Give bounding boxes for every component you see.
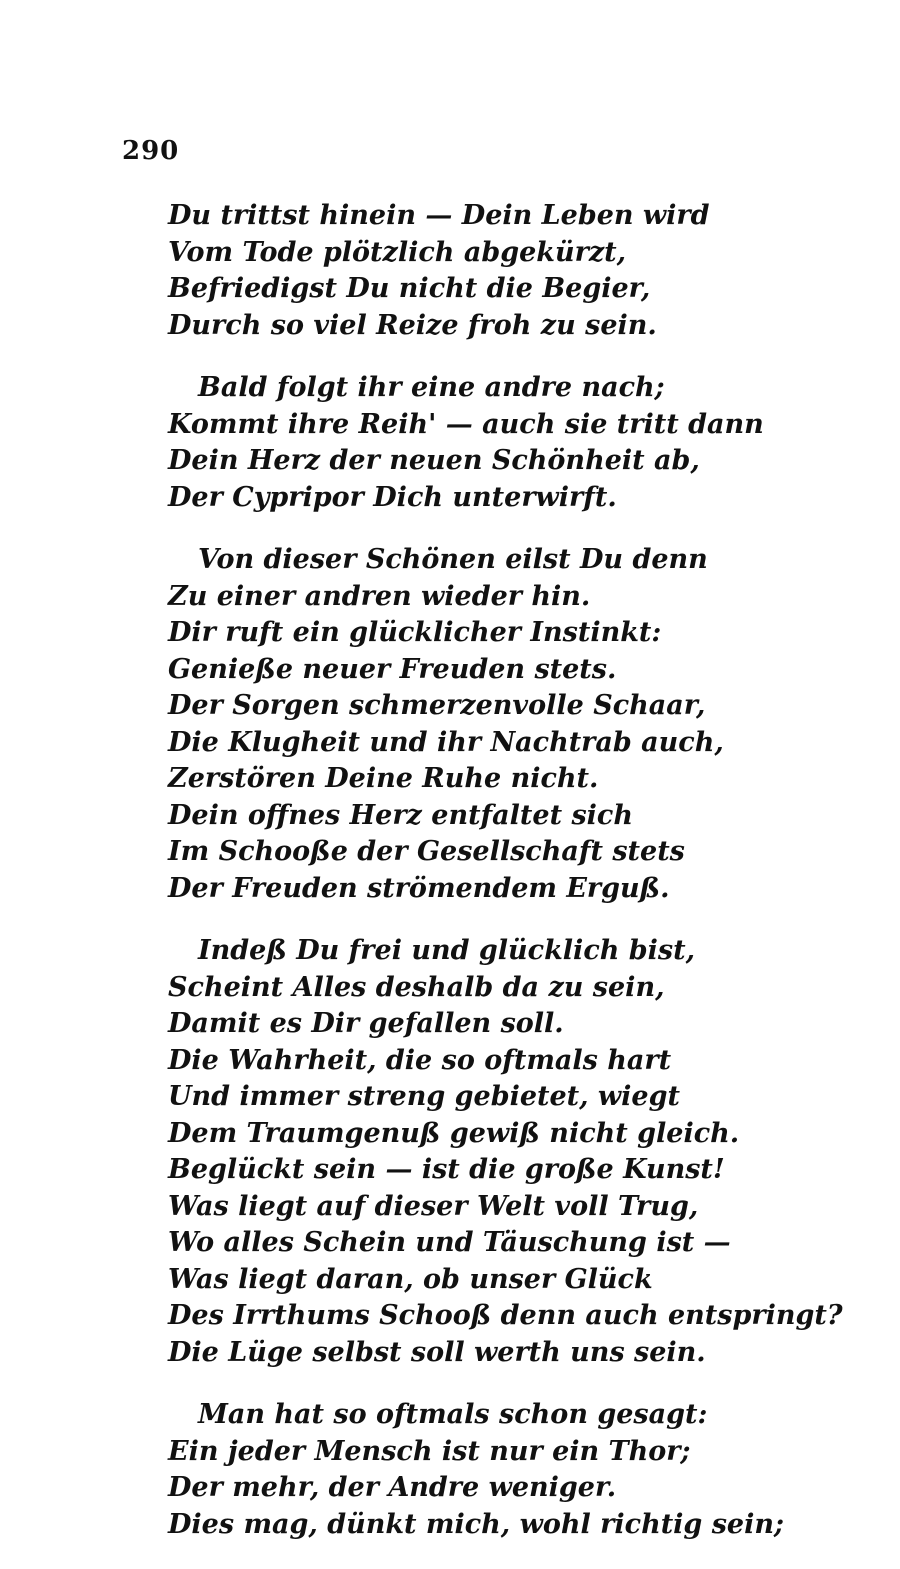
- poem: [168, 198, 858, 1569]
- poem-line: Dem Traumgenuß gewiß nicht gleich.: [168, 1117, 740, 1149]
- poem-line: Beglückt sein — ist die große Kunst!: [168, 1154, 725, 1185]
- poem-line: Dir ruft ein glücklicher Instinkt:: [168, 617, 662, 648]
- poem-line: Der Sorgen schmerzenvolle Schaar,: [168, 690, 706, 721]
- poem-line: Indeß Du frei und glücklich bist,: [198, 935, 695, 966]
- stanza-3: [168, 542, 858, 907]
- poem-line: Zerstören Deine Ruhe nicht.: [168, 763, 599, 794]
- poem-line: Bald folgt ihr eine andre nach;: [198, 372, 665, 403]
- poem-line: Im Schooße der Gesellschaft stets: [168, 836, 685, 867]
- poem-line: Des Irrthums Schooß denn auch entspringt?: [168, 1300, 843, 1331]
- poem-line: Du trittst hinein — Dein Leben wird: [168, 200, 710, 231]
- poem-line: Der Cypripor Dich unterwirft.: [168, 481, 617, 513]
- poem-line: Dein Herz der neuen Schönheit ab,: [168, 445, 700, 476]
- poem-line: Die Wahrheit, die so oftmals hart: [168, 1044, 672, 1076]
- poem-line: Kommt ihre Reih' — auch sie tritt dann: [168, 408, 764, 440]
- poem-line: Was liegt daran, ob unser Glück: [168, 1263, 653, 1295]
- poem-line: Der mehr, der Andre weniger.: [168, 1472, 617, 1503]
- poem-line: Vom Tode plötzlich abgekürzt,: [168, 236, 627, 268]
- page-number: 290: [122, 136, 180, 166]
- stanza-2: [168, 370, 858, 516]
- stanza-4: [168, 933, 858, 1371]
- poem-line: Dein offnes Herz entfaltet sich: [168, 799, 633, 831]
- poem-line: Durch so viel Reize froh zu sein.: [168, 309, 657, 341]
- poem-line: Scheint Alles deshalb da zu sein,: [168, 971, 665, 1003]
- poem-line: Und immer streng gebietet, wiegt: [168, 1081, 680, 1112]
- poem-line: Genieße neuer Freuden stets.: [168, 653, 617, 685]
- stanza-5: [168, 1397, 858, 1543]
- poem-line: Ein jeder Mensch ist nur ein Thor;: [168, 1435, 691, 1467]
- poem-line: Zu einer andren wieder hin.: [168, 580, 591, 612]
- poem-line: Man hat so oftmals schon gesagt:: [198, 1399, 708, 1430]
- poem-line: Dies mag, dünkt mich, wohl richtig sein;: [168, 1508, 784, 1540]
- poem-line: Wo alles Schein und Täuschung ist —: [168, 1227, 731, 1258]
- stanza-1: [168, 198, 858, 344]
- poem-line: Die Klugheit und ihr Nachtrab auch,: [168, 726, 724, 758]
- poem-line: Von dieser Schönen eilst Du denn: [198, 544, 708, 575]
- poem-line: Der Freuden strömendem Erguß.: [168, 872, 670, 904]
- poem-line: Befriedigst Du nicht die Begier,: [168, 273, 651, 304]
- poem-line: Die Lüge selbst soll werth uns sein.: [168, 1336, 706, 1368]
- poem-line: Damit es Dir gefallen soll.: [168, 1008, 564, 1039]
- poem-line: Was liegt auf dieser Welt voll Trug,: [168, 1190, 699, 1222]
